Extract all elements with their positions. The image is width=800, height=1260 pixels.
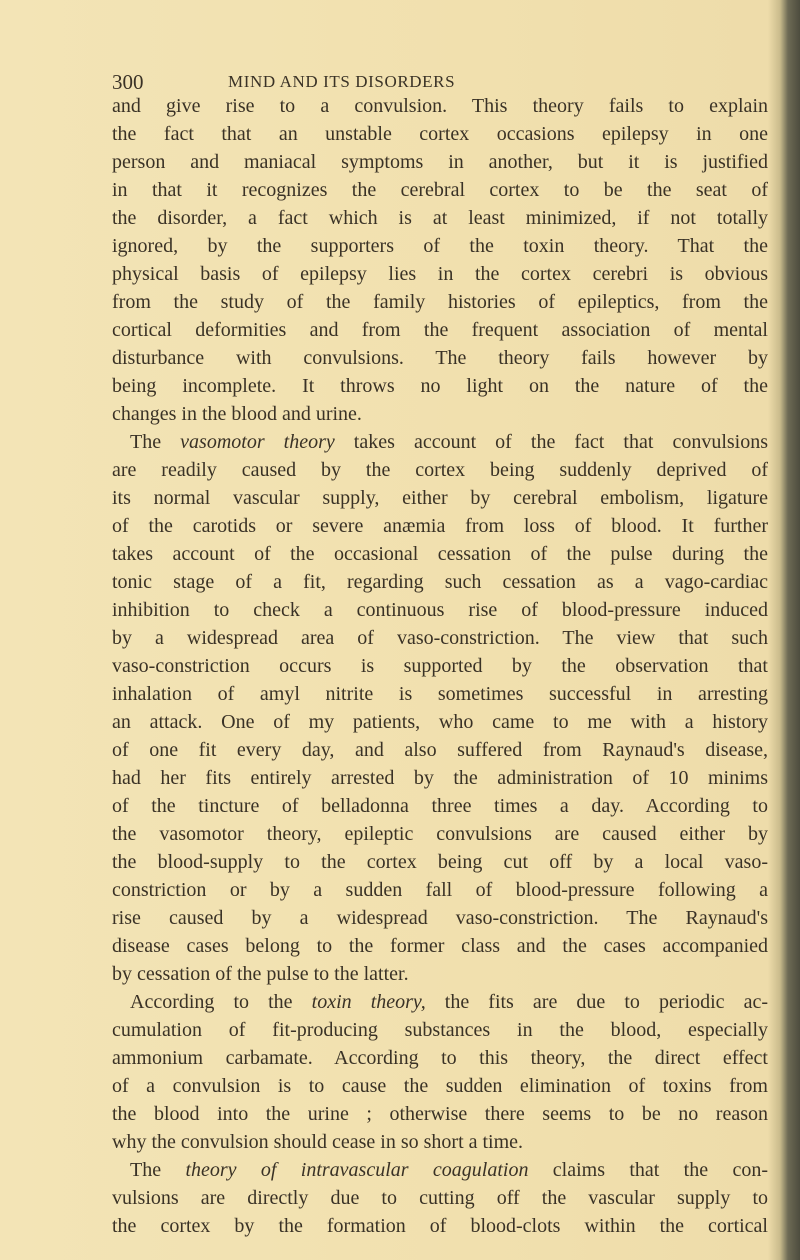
paragraph [112,428,768,988]
text-line: from the study of the family histories of epileptics, from the [112,291,768,313]
text-line: cortical deformities and from the frequent association of mental [112,319,768,341]
text-line: the blood into the urine ; otherwise there seems to be no reason [112,1103,768,1125]
text-line: person and maniacal symptoms in another, but it is justified [112,151,768,173]
text-line: the blood-supply to the cortex being cut off by a local vaso- [112,851,768,873]
text-line: of the carotids or severe anæmia from loss of blood. It further [112,515,768,537]
text-line: cumulation of fit-producing substances in the blood, especially [112,1019,768,1041]
text-line: had her fits entirely arrested by the administration of 10 minims [112,767,768,789]
text-line: disturbance with convulsions. The theory fails however by [112,347,768,369]
text-line: vulsions are directly due to cutting off the vascular supply to [112,1187,768,1209]
text-line: physical basis of epilepsy lies in the cortex cerebri is obvious [112,263,768,285]
text-line: an attack. One of my patients, who came to me with a history [112,711,768,733]
text-line: the disorder, a fact which is at least minimized, if not totally [112,207,768,229]
text-line: constriction or by a sudden fall of blood-pressure following a [112,879,768,901]
text-line: changes in the blood and urine. [112,403,362,425]
text-line: the vasomotor theory, epileptic convulsions are caused either by [112,823,768,845]
paragraph [112,988,768,1156]
text-line: by cessation of the pulse to the latter. [112,963,409,985]
text-line: by a widespread area of vaso-constriction. The view that such [112,627,768,649]
text-line: the cortex by the formation of blood-clots within the cortical [112,1215,768,1237]
text-line: rise caused by a widespread vaso-constriction. The Raynaud's [112,907,768,929]
text-line: inhalation of amyl nitrite is sometimes successful in arresting [112,683,768,705]
text-line: in that it recognizes the cerebral cortex to be the seat of [112,179,768,201]
text-run: The [130,1159,186,1181]
text-line: why the convulsion should cease in so short a time. [112,1131,524,1153]
text-line: tonic stage of a fit, regarding such cessation as a vago-cardiac [112,571,768,593]
page-number: 300 [112,70,144,94]
text-run: takes account of the fact that convulsions [334,431,768,453]
text-line: of one fit every day, and also suffered from Raynaud's disease, [112,739,768,761]
text-run: The [130,431,181,453]
text-line: takes account of the occasional cessation of the pulse during the [112,543,768,565]
text-line: inhibition to check a continuous rise of blood-pressure induced [112,599,768,621]
italic-term: vasomotor theory [180,431,335,453]
text-line: and give rise to a convulsion. This theory fails to explain [112,95,768,117]
running-title: MIND AND ITS DISORDERS [228,72,456,91]
text-line: its normal vascular supply, either by cerebral embolism, ligature [112,487,768,509]
text-line: of the tincture of belladonna three times a day. According to [112,795,768,817]
italic-term: theory of intravascular coagulation [185,1159,529,1181]
italic-term: toxin theory, [311,991,426,1013]
text-line [112,428,768,456]
paragraph [112,1156,768,1240]
text-line: vaso-constriction occurs is supported by the observation that [112,655,768,677]
text-line: ignored, by the supporters of the toxin theory. That the [112,235,768,257]
text-line: are readily caused by the cortex being suddenly deprived of [112,459,768,481]
text-line: the fact that an unstable cortex occasions epilepsy in one [112,123,768,145]
text-line: of a convulsion is to cause the sudden elimination of toxins from [112,1075,768,1097]
text-line [112,988,768,1016]
text-line: being incomplete. It throws no light on the nature of the [112,375,768,397]
paragraph [112,92,768,428]
text-line: ammonium carbamate. According to this theory, the direct effect [112,1047,768,1069]
text-run: claims that the con- [528,1159,768,1181]
text-line: disease cases belong to the former class and the cases accompanied [112,935,768,957]
body-text [112,92,768,1240]
text-line [112,1156,768,1184]
text-run: the fits are due to periodic ac- [425,991,768,1013]
text-run: According to the [130,991,312,1013]
